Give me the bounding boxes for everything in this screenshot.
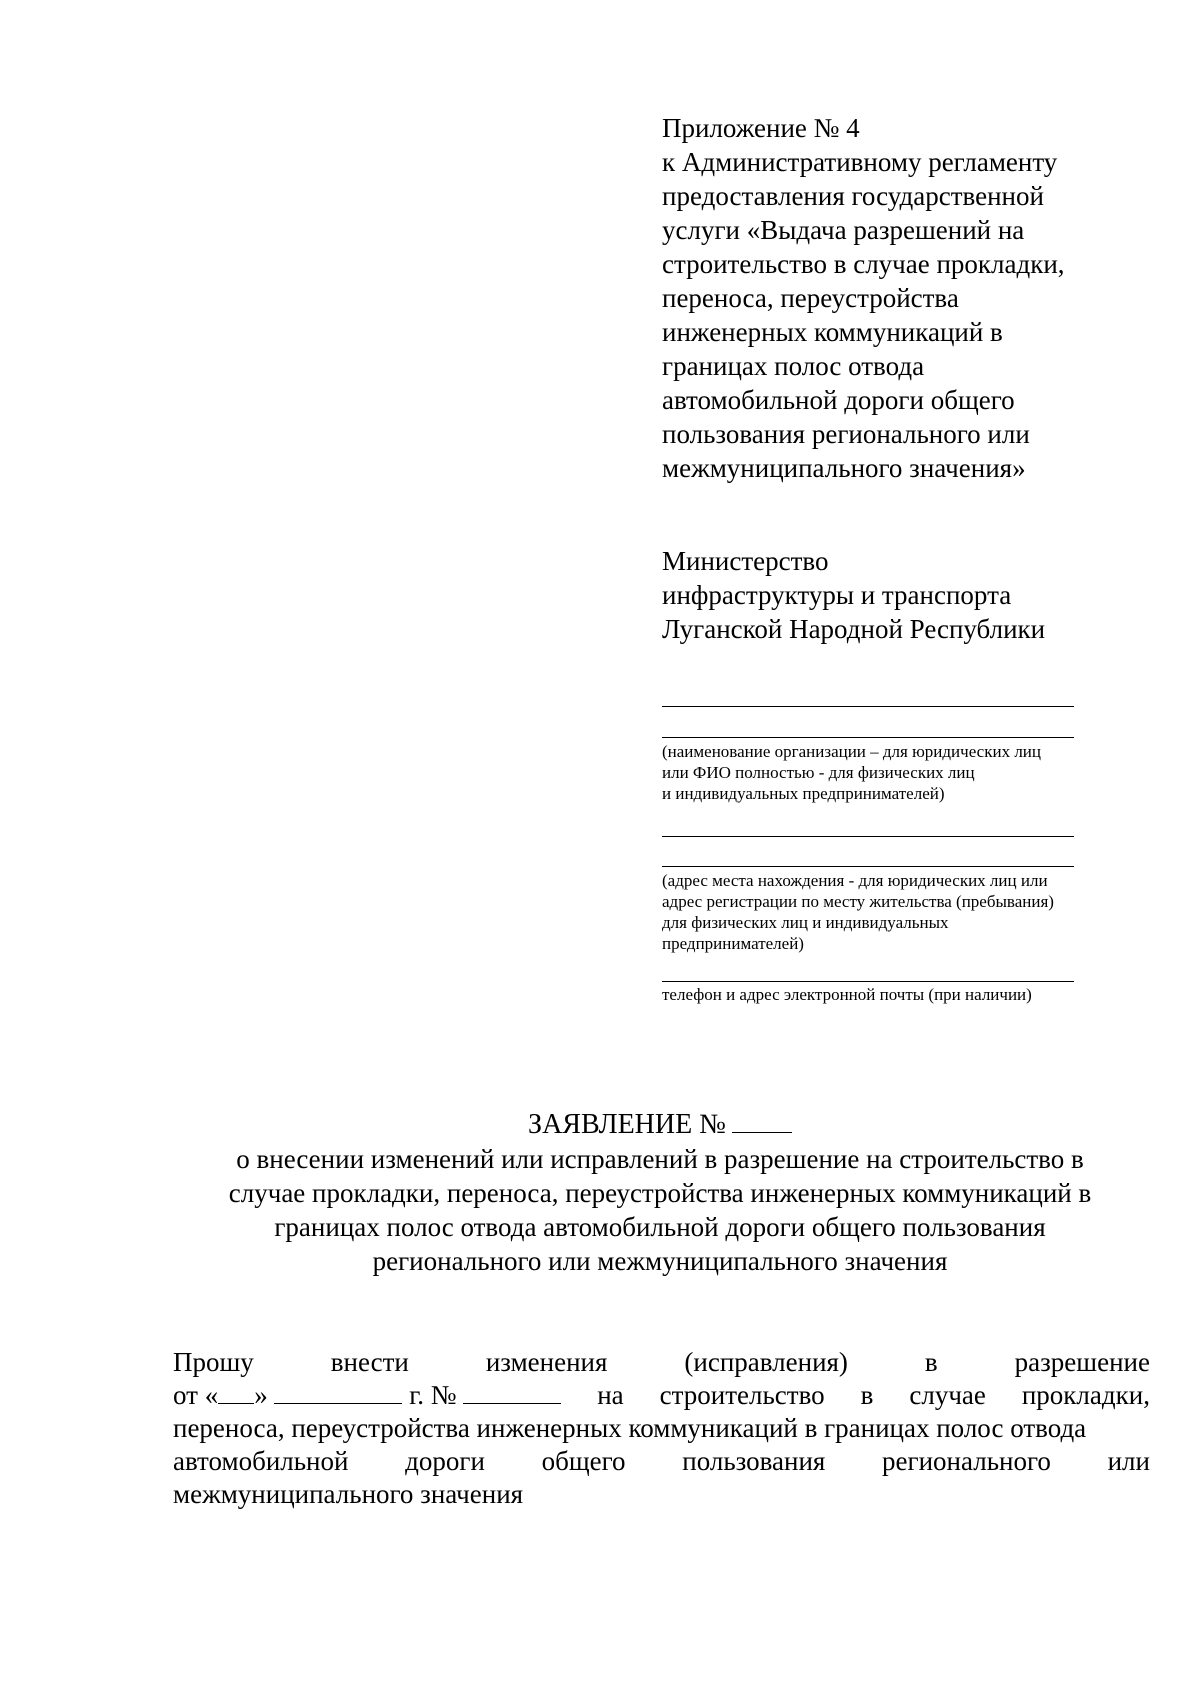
word: Прошу	[173, 1347, 254, 1377]
caption-line: телефон и адрес электронной почты (при наличии)	[662, 985, 1032, 1004]
appendix-line: инженерных коммуникаций в	[662, 317, 1003, 347]
word: общего	[541, 1446, 626, 1476]
appendix-line: к Административному регламенту	[662, 147, 1058, 177]
paragraph-line-3: переноса, переустройства инженерных коммуникаций в границах полос отвода	[173, 1413, 1087, 1443]
permit-number-field[interactable]	[463, 1381, 561, 1404]
word: (исправления)	[684, 1347, 848, 1377]
permit-day-field[interactable]	[218, 1381, 254, 1404]
appendix-line: услуги «Выдача разрешений на	[662, 215, 1025, 245]
appendix-line: границах полос отвода	[662, 351, 925, 381]
statement-title-text: ЗАЯВЛЕНИЕ №	[528, 1109, 726, 1140]
paragraph-line-5: межмуниципального значения	[173, 1479, 524, 1509]
word: случае	[909, 1380, 986, 1410]
statement-subtitle-line: регионального или межмуниципального значения	[372, 1246, 948, 1276]
addressee-block	[662, 544, 1102, 646]
statement-subtitle-line: о внесении изменений или исправлений в разрешение на строительство в	[236, 1144, 1084, 1174]
word: на	[597, 1380, 624, 1410]
addressee-line: Министерство	[662, 546, 829, 576]
word: прокладки,	[1021, 1380, 1150, 1410]
paragraph-line-2	[173, 1379, 1150, 1412]
year-number-text: г. №	[409, 1380, 457, 1410]
appendix-header	[662, 111, 1102, 485]
appendix-line: Приложение № 4	[662, 113, 860, 143]
request-paragraph	[173, 1346, 1150, 1511]
word: в	[860, 1380, 874, 1410]
caption-line: (наименование организации – для юридических лиц	[662, 742, 1042, 761]
appendix-line: переноса, переустройства	[662, 283, 959, 313]
statement-title-block	[120, 1108, 1200, 1278]
caption-line: предпринимателей)	[662, 934, 804, 953]
appendix-line: автомобильной дороги общего	[662, 385, 1015, 415]
applicant-contact-caption	[662, 984, 1112, 1005]
from-open-text: от «	[173, 1380, 219, 1410]
word: в	[924, 1347, 938, 1377]
from-close-text: »	[254, 1380, 268, 1410]
appendix-line: пользования регионального или	[662, 419, 1030, 449]
applicant-name-field-line-1[interactable]	[662, 706, 1074, 707]
statement-subtitle-line: случае прокладки, переноса, переустройства инженерных коммуникаций в	[228, 1178, 1092, 1208]
applicant-name-field-line-2[interactable]	[662, 737, 1074, 738]
applicant-name-caption	[662, 741, 1112, 804]
statement-number-field[interactable]	[732, 1110, 792, 1133]
caption-line: адрес регистрации по месту жительства (пребывания)	[662, 892, 1054, 911]
caption-line: и индивидуальных предпринимателей)	[662, 784, 945, 803]
word: строительство	[659, 1380, 825, 1410]
appendix-line: межмуниципального значения»	[662, 453, 1026, 483]
word: внести	[330, 1347, 409, 1377]
statement-title	[120, 1108, 1200, 1142]
paragraph-line-1	[173, 1346, 1150, 1379]
statement-subtitle-line: границах полос отвода автомобильной дороги общего пользования	[274, 1212, 1046, 1242]
caption-line: (адрес места нахождения - для юридических лиц или	[662, 871, 1048, 890]
addressee-line: Луганской Народной Республики	[662, 614, 1046, 644]
applicant-contact-field-line[interactable]	[662, 981, 1074, 982]
word: пользования	[682, 1446, 826, 1476]
applicant-address-caption	[662, 870, 1112, 954]
paragraph-line-4	[173, 1445, 1150, 1478]
appendix-line: строительство в случае прокладки,	[662, 249, 1065, 279]
addressee-line: инфраструктуры и транспорта	[662, 580, 1012, 610]
applicant-address-field-line-1[interactable]	[662, 836, 1074, 837]
caption-line: для физических лиц и индивидуальных	[662, 913, 949, 932]
permit-date-group	[173, 1379, 561, 1412]
word: дороги	[405, 1446, 485, 1476]
word: автомобильной	[173, 1446, 349, 1476]
word: разрешение	[1014, 1347, 1150, 1377]
appendix-line: предоставления государственной	[662, 181, 1044, 211]
permit-month-field[interactable]	[274, 1381, 402, 1404]
caption-line: или ФИО полностью - для физических лиц	[662, 763, 975, 782]
word: изменения	[485, 1347, 608, 1377]
applicant-address-field-line-2[interactable]	[662, 866, 1074, 867]
word: регионального	[882, 1446, 1051, 1476]
word: или	[1107, 1446, 1150, 1476]
